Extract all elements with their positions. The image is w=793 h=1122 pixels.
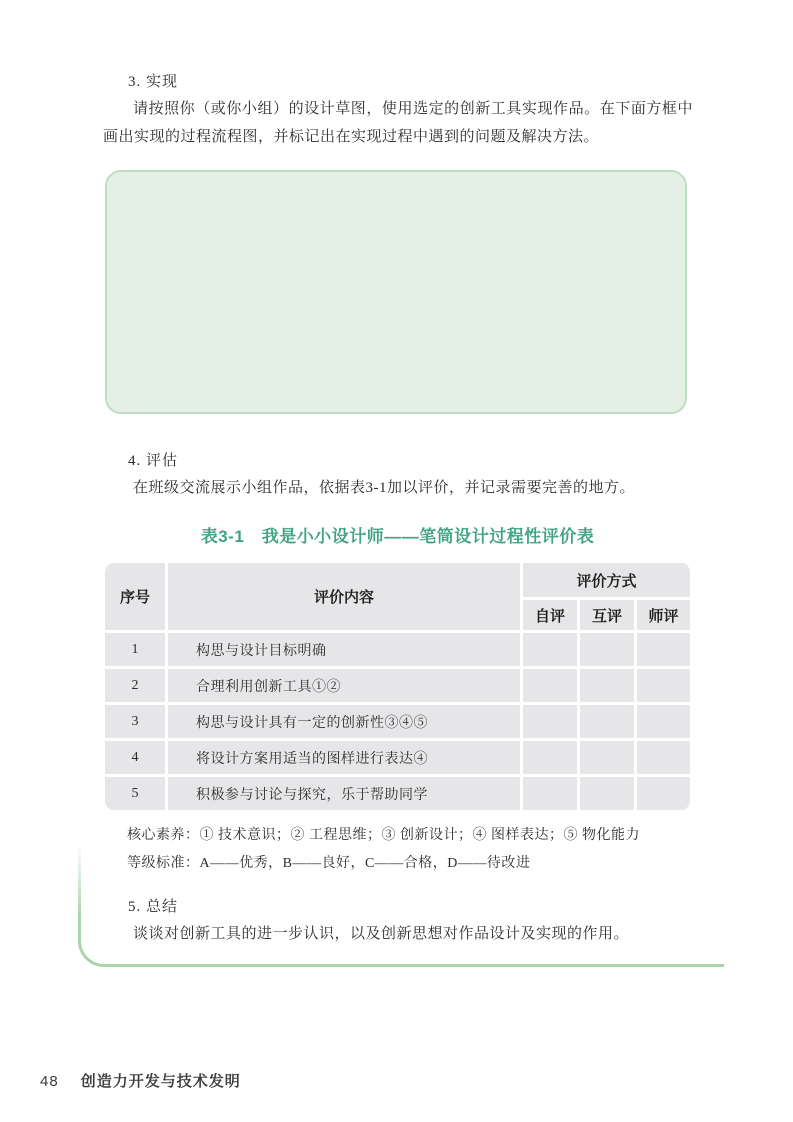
row-index: 5 — [105, 777, 165, 810]
section-body-summary: 谈谈对创新工具的进一步认识，以及创新思想对作品设计及实现的作用。 — [133, 926, 630, 942]
col-header-peer: 互评 — [580, 600, 634, 630]
row-content: 构思与设计目标明确 — [168, 633, 520, 666]
table-row — [105, 633, 690, 666]
row-content: 合理利用创新工具①② — [168, 669, 520, 702]
section-heading-summary: 5. 总结 — [128, 899, 179, 915]
page-number: 48 — [40, 1073, 59, 1090]
eval-cell-self — [523, 741, 577, 774]
eval-cell-self — [523, 777, 577, 810]
page-frame-border-fade — [75, 844, 84, 918]
row-content: 积极参与讨论与探究，乐于帮助同学 — [168, 777, 520, 810]
table-title: 表3-1 我是小小设计师——笔筒设计过程性评价表 — [200, 527, 595, 546]
col-header-teacher: 师评 — [637, 600, 690, 630]
eval-cell-peer — [580, 633, 634, 666]
row-content: 将设计方案用适当的图样进行表达④ — [168, 741, 520, 774]
section-body-implement: 请按照你（或你小组）的设计草图，使用选定的创新工具实现作品。在下面方框中画出实现的过程流程图，并标记出在实现过程中遇到的问题及解决方法。 — [103, 101, 693, 145]
eval-cell-teacher — [637, 777, 690, 810]
eval-cell-teacher — [637, 633, 690, 666]
row-index: 3 — [105, 705, 165, 738]
table-notes — [127, 822, 697, 878]
eval-cell-self — [523, 669, 577, 702]
eval-cell-teacher — [637, 741, 690, 774]
col-header-index: 序号 — [105, 563, 165, 630]
row-content: 构思与设计具有一定的创新性③④⑤ — [168, 705, 520, 738]
eval-cell-teacher — [637, 669, 690, 702]
note-grade-standard: 等级标准：A——优秀，B——良好，C——合格，D——待改进 — [127, 856, 531, 871]
eval-cell-peer — [580, 705, 634, 738]
col-header-method: 评价方式 — [523, 563, 690, 597]
book-title: 创造力开发与技术发明 — [80, 1073, 241, 1090]
table-row — [105, 741, 690, 774]
row-index: 1 — [105, 633, 165, 666]
eval-cell-peer — [580, 669, 634, 702]
row-index: 2 — [105, 669, 165, 702]
table-row — [105, 705, 690, 738]
section-heading-evaluate: 4. 评估 — [128, 453, 179, 469]
eval-cell-self — [523, 705, 577, 738]
section-body-evaluate: 在班级交流展示小组作品，依据表3-1加以评价，并记录需要完善的地方。 — [133, 480, 635, 496]
note-core-competency: 核心素养：① 技术意识；② 工程思维；③ 创新设计；④ 图样表达；⑤ 物化能力 — [127, 828, 640, 843]
section-heading-implement: 3. 实现 — [128, 74, 179, 90]
col-header-self: 自评 — [523, 600, 577, 630]
col-header-content: 评价内容 — [168, 563, 520, 630]
row-index: 4 — [105, 741, 165, 774]
eval-cell-teacher — [637, 705, 690, 738]
evaluation-table — [102, 560, 693, 813]
eval-cell-self — [523, 633, 577, 666]
eval-cell-peer — [580, 777, 634, 810]
page-footer — [40, 1070, 241, 1091]
table-row — [105, 777, 690, 810]
table-row — [105, 669, 690, 702]
eval-cell-peer — [580, 741, 634, 774]
flowchart-drawing-box — [105, 170, 687, 414]
